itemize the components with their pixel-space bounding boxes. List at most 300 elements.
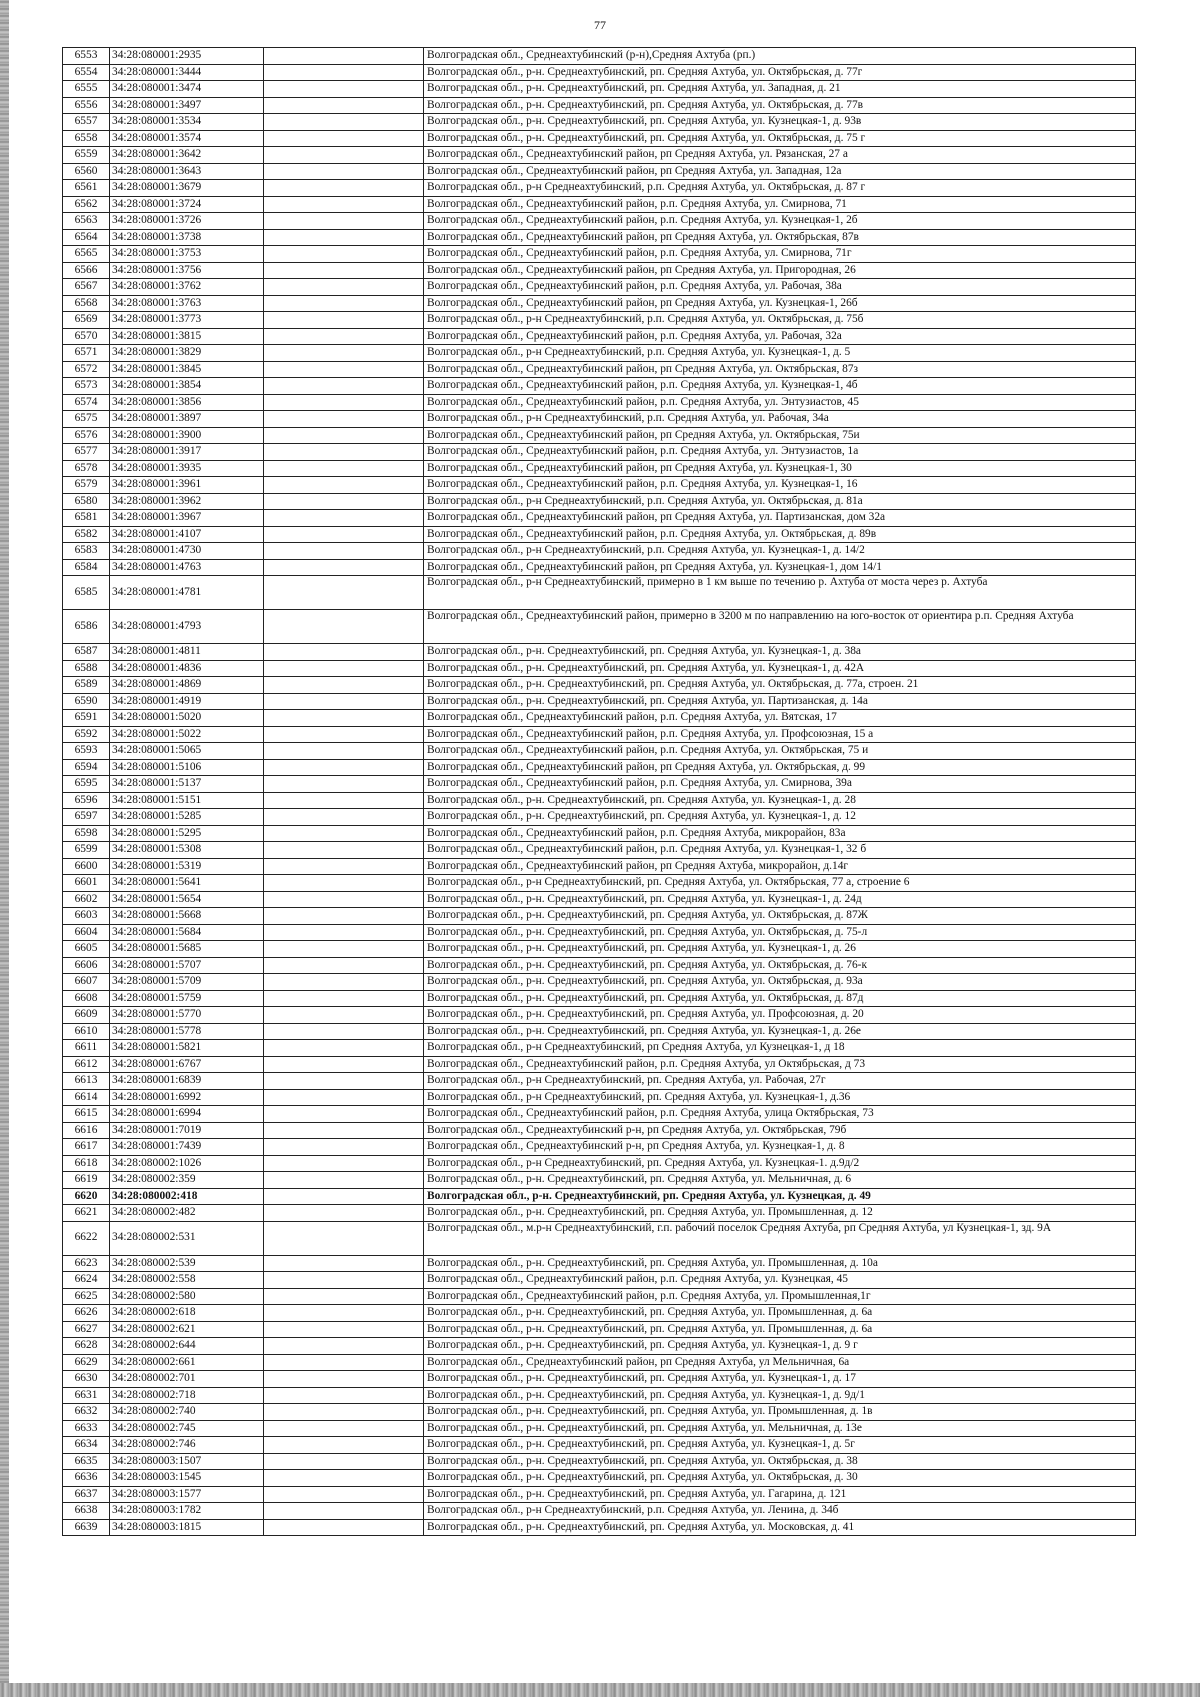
table-row <box>63 908 1136 925</box>
cadastral-number-cell: 34:28:080002:701 <box>110 1371 264 1388</box>
cadastral-number-cell: 34:28:080002:618 <box>110 1305 264 1322</box>
empty-cell <box>264 1486 424 1503</box>
cadastral-number-cell: 34:28:080001:3917 <box>110 444 264 461</box>
cadastral-number-cell: 34:28:080001:3679 <box>110 180 264 197</box>
cadastral-number-cell: 34:28:080001:3935 <box>110 460 264 477</box>
table-row <box>63 1155 1136 1172</box>
row-number-cell: 6590 <box>63 693 110 710</box>
empty-cell <box>264 361 424 378</box>
table-row <box>63 1023 1136 1040</box>
address-cell: Волгоградская обл., р-н. Среднеахтубинский, рп. Средняя Ахтуба, ул. Промышленная, д. 12 <box>424 1205 1136 1222</box>
empty-cell <box>264 48 424 65</box>
cadastral-number-cell: 34:28:080002:482 <box>110 1205 264 1222</box>
empty-cell <box>264 1305 424 1322</box>
empty-cell <box>264 213 424 230</box>
table-row <box>63 809 1136 826</box>
address-cell: Волгоградская обл., р-н. Среднеахтубинский, рп. Средняя Ахтуба, ул. Профсоюзная, д. 20 <box>424 1007 1136 1024</box>
address-cell: Волгоградская обл., Среднеахтубинский район, р.п. Средняя Ахтуба, ул. Смирнова, 71г <box>424 246 1136 263</box>
row-number-cell: 6626 <box>63 1305 110 1322</box>
address-cell: Волгоградская обл., р-н. Среднеахтубинский, рп. Средняя Ахтуба, ул. Промышленная, д. 1в <box>424 1404 1136 1421</box>
cadastral-number-cell: 34:28:080002:580 <box>110 1288 264 1305</box>
row-number-cell: 6619 <box>63 1172 110 1189</box>
cadastral-number-cell: 34:28:080001:5137 <box>110 776 264 793</box>
table-row <box>63 941 1136 958</box>
row-number-cell: 6630 <box>63 1371 110 1388</box>
empty-cell <box>264 1221 424 1255</box>
table-row <box>63 1305 1136 1322</box>
address-cell: Волгоградская обл., р-н. Среднеахтубинский, рп. Средняя Ахтуба, ул. Партизанская, д. 14а <box>424 693 1136 710</box>
empty-cell <box>264 1404 424 1421</box>
row-number-cell: 6602 <box>63 891 110 908</box>
empty-cell <box>264 196 424 213</box>
table-row <box>63 328 1136 345</box>
cadastral-number-cell: 34:28:080001:6994 <box>110 1106 264 1123</box>
cadastral-number-cell: 34:28:080001:3845 <box>110 361 264 378</box>
cadastral-number-cell: 34:28:080001:3763 <box>110 295 264 312</box>
empty-cell <box>264 842 424 859</box>
empty-cell <box>264 163 424 180</box>
row-number-cell: 6573 <box>63 378 110 395</box>
table-row <box>63 1437 1136 1454</box>
address-cell: Волгоградская обл., р-н. Среднеахтубинский, рп. Средняя Ахтуба, ул. Кузнецкая, д. 49 <box>424 1188 1136 1205</box>
address-cell: Волгоградская обл., р-н. Среднеахтубинский, рп. Средняя Ахтуба, ул. Промышленная, д. 6а <box>424 1305 1136 1322</box>
table-row <box>63 147 1136 164</box>
empty-cell <box>264 1106 424 1123</box>
row-number-cell: 6603 <box>63 908 110 925</box>
address-cell: Волгоградская обл., р-н. Среднеахтубинский, рп. Средняя Ахтуба, ул. Кузнецкая-1, д. 38а <box>424 644 1136 661</box>
empty-cell <box>264 1272 424 1289</box>
address-cell: Волгоградская обл., р-н. Среднеахтубинский, рп. Средняя Ахтуба, ул. Промышленная, д. 6а <box>424 1321 1136 1338</box>
row-number-cell: 6609 <box>63 1007 110 1024</box>
address-cell: Волгоградская обл., Среднеахтубинский район, рп Средняя Ахтуба, ул. Пригородная, 26 <box>424 262 1136 279</box>
cadastral-number-cell: 34:28:080001:5707 <box>110 957 264 974</box>
cadastral-number-cell: 34:28:080001:3724 <box>110 196 264 213</box>
cadastral-number-cell: 34:28:080001:3642 <box>110 147 264 164</box>
table-row <box>63 64 1136 81</box>
table-row <box>63 776 1136 793</box>
table-row <box>63 1255 1136 1272</box>
cadastral-number-cell: 34:28:080001:5709 <box>110 974 264 991</box>
row-number-cell: 6631 <box>63 1387 110 1404</box>
empty-cell <box>264 510 424 527</box>
empty-cell <box>264 759 424 776</box>
address-cell: Волгоградская обл., р-н Среднеахтубинский, рп. Средняя Ахтуба, ул. Октябрьская, 77 а, строение 6 <box>424 875 1136 892</box>
empty-cell <box>264 1122 424 1139</box>
row-number-cell: 6625 <box>63 1288 110 1305</box>
cadastral-number-cell: 34:28:080001:5821 <box>110 1040 264 1057</box>
address-cell: Волгоградская обл., Среднеахтубинский район, р.п. Средняя Ахтуба, ул. Кузнецкая-1, 32 б <box>424 842 1136 859</box>
row-number-cell: 6637 <box>63 1486 110 1503</box>
address-cell: Волгоградская обл., Среднеахтубинский район, р.п. Средняя Ахтуба, ул. Октябрьская, 75 и <box>424 743 1136 760</box>
table-row <box>63 693 1136 710</box>
cadastral-number-cell: 34:28:080003:1577 <box>110 1486 264 1503</box>
row-number-cell: 6638 <box>63 1503 110 1520</box>
empty-cell <box>264 891 424 908</box>
empty-cell <box>264 858 424 875</box>
cadastral-number-cell: 34:28:080001:5285 <box>110 809 264 826</box>
empty-cell <box>264 427 424 444</box>
cadastral-number-cell: 34:28:080001:2935 <box>110 48 264 65</box>
cadastral-number-cell: 34:28:080001:5151 <box>110 792 264 809</box>
address-cell: Волгоградская обл., р-н Среднеахтубинский, р.п. Средняя Ахтуба, ул. Октябрьская, д. 81а <box>424 493 1136 510</box>
row-number-cell: 6576 <box>63 427 110 444</box>
row-number-cell: 6562 <box>63 196 110 213</box>
cadastral-number-cell: 34:28:080002:558 <box>110 1272 264 1289</box>
table-row <box>63 1519 1136 1536</box>
empty-cell <box>264 825 424 842</box>
row-number-cell: 6628 <box>63 1338 110 1355</box>
empty-cell <box>264 990 424 1007</box>
empty-cell <box>264 1073 424 1090</box>
empty-cell <box>264 312 424 329</box>
address-cell: Волгоградская обл., р-н. Среднеахтубинский, рп. Средняя Ахтуба, ул. Кузнецкая-1, д. 12 <box>424 809 1136 826</box>
empty-cell <box>264 295 424 312</box>
cadastral-number-cell: 34:28:080001:4919 <box>110 693 264 710</box>
address-cell: Волгоградская обл., р-н. Среднеахтубинский, рп. Средняя Ахтуба, ул. Кузнецкая-1, д. 9 г <box>424 1338 1136 1355</box>
address-cell: Волгоградская обл., Среднеахтубинский район, р.п. Средняя Ахтуба, ул. Промышленная,1г <box>424 1288 1136 1305</box>
row-number-cell: 6554 <box>63 64 110 81</box>
address-cell: Волгоградская обл., р-н Среднеахтубинский, рп. Средняя Ахтуба, ул. Рабочая, 27г <box>424 1073 1136 1090</box>
empty-cell <box>264 1089 424 1106</box>
table-row <box>63 875 1136 892</box>
address-cell: Волгоградская обл., Среднеахтубинский район, рп Средняя Ахтуба, ул. Кузнецкая-1, дом 14/1 <box>424 559 1136 576</box>
cadastral-number-cell: 34:28:080001:5654 <box>110 891 264 908</box>
row-number-cell: 6568 <box>63 295 110 312</box>
cadastral-number-cell: 34:28:080002:644 <box>110 1338 264 1355</box>
address-cell: Волгоградская обл., р-н Среднеахтубинский, рп Средняя Ахтуба, ул Кузнецкая-1, д 18 <box>424 1040 1136 1057</box>
table-row <box>63 1089 1136 1106</box>
address-cell: Волгоградская обл., Среднеахтубинский район, р.п. Средняя Ахтуба, ул. Энтузиастов, 1а <box>424 444 1136 461</box>
address-cell: Волгоградская обл., Среднеахтубинский район, р.п. Средняя Ахтуба, микрорайон, 83а <box>424 825 1136 842</box>
empty-cell <box>264 1387 424 1404</box>
cadastral-number-cell: 34:28:080002:539 <box>110 1255 264 1272</box>
empty-cell <box>264 908 424 925</box>
empty-cell <box>264 444 424 461</box>
cadastral-number-cell: 34:28:080001:5668 <box>110 908 264 925</box>
row-number-cell: 6557 <box>63 114 110 131</box>
row-number-cell: 6577 <box>63 444 110 461</box>
empty-cell <box>264 677 424 694</box>
empty-cell <box>264 710 424 727</box>
table-row <box>63 312 1136 329</box>
address-cell: Волгоградская обл., р-н. Среднеахтубинский, рп. Средняя Ахтуба, ул. Октябрьская, д. 30 <box>424 1470 1136 1487</box>
address-cell: Волгоградская обл., р-н Среднеахтубинский, р.п. Средняя Ахтуба, ул. Октябрьская, д. 75б <box>424 312 1136 329</box>
empty-cell <box>264 493 424 510</box>
cadastral-number-cell: 34:28:080003:1507 <box>110 1453 264 1470</box>
address-cell: Волгоградская обл., р-н Среднеахтубинский, р.п. Средняя Ахтуба, ул. Ленина, д. 34б <box>424 1503 1136 1520</box>
address-cell: Волгоградская обл., Среднеахтубинский район, рп Средняя Ахтуба, ул. Кузнецкая-1, 30 <box>424 460 1136 477</box>
row-number-cell: 6560 <box>63 163 110 180</box>
row-number-cell: 6629 <box>63 1354 110 1371</box>
cadastral-number-cell: 34:28:080001:5684 <box>110 924 264 941</box>
address-cell: Волгоградская обл., Среднеахтубинский район, рп Средняя Ахтуба, ул. Октябрьская, 87в <box>424 229 1136 246</box>
row-number-cell: 6635 <box>63 1453 110 1470</box>
table-row <box>63 743 1136 760</box>
empty-cell <box>264 1338 424 1355</box>
cadastral-number-cell: 34:28:080001:4107 <box>110 526 264 543</box>
cadastral-number-cell: 34:28:080002:718 <box>110 1387 264 1404</box>
address-cell: Волгоградская обл., Среднеахтубинский район, р.п. Средняя Ахтуба, ул. Рабочая, 32а <box>424 328 1136 345</box>
empty-cell <box>264 526 424 543</box>
empty-cell <box>264 1255 424 1272</box>
empty-cell <box>264 378 424 395</box>
cadastral-number-cell: 34:28:080001:3773 <box>110 312 264 329</box>
table-row <box>63 957 1136 974</box>
table-row <box>63 858 1136 875</box>
table-row <box>63 493 1136 510</box>
row-number-cell: 6618 <box>63 1155 110 1172</box>
row-number-cell: 6615 <box>63 1106 110 1123</box>
cadastral-number-cell: 34:28:080001:6992 <box>110 1089 264 1106</box>
address-cell: Волгоградская обл., р-н. Среднеахтубинский, рп. Средняя Ахтуба, ул. Мельничная, д. 6 <box>424 1172 1136 1189</box>
address-cell: Волгоградская обл., Среднеахтубинский район, р.п. Средняя Ахтуба, ул. Кузнецкая, 45 <box>424 1272 1136 1289</box>
table-row <box>63 644 1136 661</box>
empty-cell <box>264 660 424 677</box>
cadastral-number-cell: 34:28:080001:6767 <box>110 1056 264 1073</box>
table-row <box>63 1221 1136 1255</box>
address-cell: Волгоградская обл., р-н. Среднеахтубинский, рп. Средняя Ахтуба, ул. Октябрьская, д. 87д <box>424 990 1136 1007</box>
row-number-cell: 6579 <box>63 477 110 494</box>
address-cell: Волгоградская обл., Среднеахтубинский район, р.п. Средняя Ахтуба, ул. Кузнецкая-1, 16 <box>424 477 1136 494</box>
cadastral-number-cell: 34:28:080001:3643 <box>110 163 264 180</box>
table-row <box>63 1188 1136 1205</box>
address-cell: Волгоградская обл., р-н Среднеахтубинский, примерно в 1 км выше по течению р. Ахтуба от моста через р. Ахтуба <box>424 576 1136 610</box>
cadastral-number-cell: 34:28:080001:3574 <box>110 130 264 147</box>
empty-cell <box>264 114 424 131</box>
cadastral-number-cell: 34:28:080003:1545 <box>110 1470 264 1487</box>
empty-cell <box>264 64 424 81</box>
address-cell: Волгоградская обл., р-н Среднеахтубинский, рп. Средняя Ахтуба, ул. Кузнецкая-1, д.36 <box>424 1089 1136 1106</box>
row-number-cell: 6567 <box>63 279 110 296</box>
address-cell: Волгоградская обл., Среднеахтубинский район, примерно в 3200 м по направлению на юго-восток от ориентира р.п. Средняя Ахтуба <box>424 610 1136 644</box>
row-number-cell: 6589 <box>63 677 110 694</box>
row-number-cell: 6585 <box>63 576 110 610</box>
table-row <box>63 510 1136 527</box>
empty-cell <box>264 1453 424 1470</box>
empty-cell <box>264 345 424 362</box>
table-row <box>63 180 1136 197</box>
table-row <box>63 345 1136 362</box>
cadastral-number-cell: 34:28:080001:3756 <box>110 262 264 279</box>
cadastral-number-cell: 34:28:080002:746 <box>110 1437 264 1454</box>
cadastral-number-cell: 34:28:080001:5778 <box>110 1023 264 1040</box>
row-number-cell: 6594 <box>63 759 110 776</box>
table-row <box>63 1470 1136 1487</box>
cadastral-number-cell: 34:28:080001:3497 <box>110 97 264 114</box>
empty-cell <box>264 246 424 263</box>
empty-cell <box>264 180 424 197</box>
address-cell: Волгоградская обл., р-н. Среднеахтубинский, рп. Средняя Ахтуба, ул. Кузнецкая-1, д. 5г <box>424 1437 1136 1454</box>
table-row <box>63 990 1136 1007</box>
table-row <box>63 394 1136 411</box>
row-number-cell: 6553 <box>63 48 110 65</box>
cadastral-number-cell: 34:28:080001:5295 <box>110 825 264 842</box>
table-row <box>63 842 1136 859</box>
address-cell: Волгоградская обл., р-н. Среднеахтубинский, рп. Средняя Ахтуба, ул. Промышленная, д. 10а <box>424 1255 1136 1272</box>
empty-cell <box>264 1321 424 1338</box>
empty-cell <box>264 130 424 147</box>
cadastral-number-cell: 34:28:080001:3856 <box>110 394 264 411</box>
empty-cell <box>264 1470 424 1487</box>
cadastral-number-cell: 34:28:080001:5759 <box>110 990 264 1007</box>
table-row <box>63 1073 1136 1090</box>
row-number-cell: 6586 <box>63 610 110 644</box>
empty-cell <box>264 1420 424 1437</box>
cadastral-number-cell: 34:28:080001:4869 <box>110 677 264 694</box>
row-number-cell: 6620 <box>63 1188 110 1205</box>
address-cell: Волгоградская обл., Среднеахтубинский район, р.п. Средняя Ахтуба, ул. Вятская, 17 <box>424 710 1136 727</box>
cadastral-number-cell: 34:28:080001:3962 <box>110 493 264 510</box>
table-row <box>63 114 1136 131</box>
empty-cell <box>264 1205 424 1222</box>
empty-cell <box>264 809 424 826</box>
address-cell: Волгоградская обл., м.р-н Среднеахтубинский, г.п. рабочий поселок Средняя Ахтуба, рп Средняя Ахтуба, ул Кузнецкая-1, зд. 9А <box>424 1221 1136 1255</box>
cadastral-number-cell: 34:28:080001:7019 <box>110 1122 264 1139</box>
scan-left-edge <box>0 0 9 1697</box>
empty-cell <box>264 394 424 411</box>
row-number-cell: 6621 <box>63 1205 110 1222</box>
empty-cell <box>264 411 424 428</box>
address-cell: Волгоградская обл., р-н. Среднеахтубинский, рп. Средняя Ахтуба, ул. Кузнецкая-1, д. 26е <box>424 1023 1136 1040</box>
address-cell: Волгоградская обл., р-н. Среднеахтубинский, рп. Средняя Ахтуба, ул. Гагарина, д. 121 <box>424 1486 1136 1503</box>
address-cell: Волгоградская обл., р-н. Среднеахтубинский, рп. Средняя Ахтуба, ул. Октябрьская, д. 75 г <box>424 130 1136 147</box>
empty-cell <box>264 1007 424 1024</box>
cadastral-number-cell: 34:28:080001:3900 <box>110 427 264 444</box>
row-number-cell: 6634 <box>63 1437 110 1454</box>
cadastral-number-cell: 34:28:080001:3444 <box>110 64 264 81</box>
row-number-cell: 6608 <box>63 990 110 1007</box>
table-row <box>63 1106 1136 1123</box>
cadastral-number-cell: 34:28:080002:745 <box>110 1420 264 1437</box>
row-number-cell: 6571 <box>63 345 110 362</box>
table-row <box>63 610 1136 644</box>
address-cell: Волгоградская обл., р-н. Среднеахтубинский, рп. Средняя Ахтуба, ул. Московская, д. 41 <box>424 1519 1136 1536</box>
empty-cell <box>264 1288 424 1305</box>
address-cell: Волгоградская обл., Среднеахтубинский район, р.п. Средняя Ахтуба, ул. Рабочая, 38а <box>424 279 1136 296</box>
row-number-cell: 6578 <box>63 460 110 477</box>
row-number-cell: 6556 <box>63 97 110 114</box>
row-number-cell: 6591 <box>63 710 110 727</box>
table-row <box>63 1007 1136 1024</box>
table-row <box>63 710 1136 727</box>
address-cell: Волгоградская обл., р-н. Среднеахтубинский, рп. Средняя Ахтуба, ул. Кузнецкая-1, д. 93в <box>424 114 1136 131</box>
table-row <box>63 477 1136 494</box>
table-row <box>63 576 1136 610</box>
row-number-cell: 6580 <box>63 493 110 510</box>
address-cell: Волгоградская обл., Среднеахтубинский район, рп Средняя Ахтуба, ул. Октябрьская, д. 99 <box>424 759 1136 776</box>
address-cell: Волгоградская обл., р-н. Среднеахтубинский, рп. Средняя Ахтуба, ул. Октябрьская, д. 38 <box>424 1453 1136 1470</box>
row-number-cell: 6587 <box>63 644 110 661</box>
table-row <box>63 559 1136 576</box>
address-cell: Волгоградская обл., р-н Среднеахтубинский, р.п. Средняя Ахтуба, ул. Октябрьская, д. 87 г <box>424 180 1136 197</box>
cadastral-number-cell: 34:28:080001:5319 <box>110 858 264 875</box>
table-row <box>63 792 1136 809</box>
empty-cell <box>264 1155 424 1172</box>
address-cell: Волгоградская обл., Среднеахтубинский район, рп Средняя Ахтуба, ул Мельничная, 6а <box>424 1354 1136 1371</box>
cadastral-number-cell: 34:28:080001:3967 <box>110 510 264 527</box>
row-number-cell: 6572 <box>63 361 110 378</box>
row-number-cell: 6574 <box>63 394 110 411</box>
empty-cell <box>264 693 424 710</box>
row-number-cell: 6601 <box>63 875 110 892</box>
row-number-cell: 6582 <box>63 526 110 543</box>
cadastral-number-cell: 34:28:080001:3961 <box>110 477 264 494</box>
address-cell: Волгоградская обл., р-н. Среднеахтубинский, рп. Средняя Ахтуба, ул. Кузнецкая-1, д. 42А <box>424 660 1136 677</box>
row-number-cell: 6561 <box>63 180 110 197</box>
table-row <box>63 543 1136 560</box>
address-cell: Волгоградская обл., Среднеахтубинский район, рп Средняя Ахтуба, ул. Октябрьская, 87з <box>424 361 1136 378</box>
cadastral-number-cell: 34:28:080002:1026 <box>110 1155 264 1172</box>
row-number-cell: 6627 <box>63 1321 110 1338</box>
cadastral-number-cell: 34:28:080001:3897 <box>110 411 264 428</box>
address-cell: Волгоградская обл., р-н. Среднеахтубинский, рп. Средняя Ахтуба, ул. Октябрьская, д. 93а <box>424 974 1136 991</box>
row-number-cell: 6639 <box>63 1519 110 1536</box>
cadastral-number-cell: 34:28:080002:359 <box>110 1172 264 1189</box>
row-number-cell: 6600 <box>63 858 110 875</box>
address-cell: Волгоградская обл., р-н Среднеахтубинский, р.п. Средняя Ахтуба, ул. Кузнецкая-1, д. 5 <box>424 345 1136 362</box>
row-number-cell: 6632 <box>63 1404 110 1421</box>
row-number-cell: 6570 <box>63 328 110 345</box>
address-cell: Волгоградская обл., Среднеахтубинский район, рп Средняя Ахтуба, ул. Партизанская, дом 32а <box>424 510 1136 527</box>
empty-cell <box>264 328 424 345</box>
empty-cell <box>264 1437 424 1454</box>
cadastral-number-cell: 34:28:080001:3534 <box>110 114 264 131</box>
table-row <box>63 1040 1136 1057</box>
address-cell: Волгоградская обл., Среднеахтубинский район, р.п. Средняя Ахтуба, ул. Кузнецкая-1, 4б <box>424 378 1136 395</box>
table-row <box>63 677 1136 694</box>
table-row <box>63 1321 1136 1338</box>
cadastral-number-cell: 34:28:080001:4836 <box>110 660 264 677</box>
empty-cell <box>264 875 424 892</box>
row-number-cell: 6623 <box>63 1255 110 1272</box>
table-row <box>63 97 1136 114</box>
row-number-cell: 6636 <box>63 1470 110 1487</box>
address-cell: Волгоградская обл., р-н. Среднеахтубинский, рп. Средняя Ахтуба, ул. Кузнецкая-1, д. 24д <box>424 891 1136 908</box>
empty-cell <box>264 776 424 793</box>
address-cell: Волгоградская обл., р-н. Среднеахтубинский, рп. Средняя Ахтуба, ул. Октябрьская, д. 75-л <box>424 924 1136 941</box>
table-row <box>63 1404 1136 1421</box>
cadastral-number-cell: 34:28:080001:3753 <box>110 246 264 263</box>
row-number-cell: 6624 <box>63 1272 110 1289</box>
row-number-cell: 6566 <box>63 262 110 279</box>
cadastral-number-cell: 34:28:080001:3474 <box>110 81 264 98</box>
address-cell: Волгоградская обл., Среднеахтубинский р-н, рп Средняя Ахтуба, ул. Октябрьская, 79б <box>424 1122 1136 1139</box>
cadastral-number-cell: 34:28:080001:5022 <box>110 726 264 743</box>
row-number-cell: 6611 <box>63 1040 110 1057</box>
table-row <box>63 361 1136 378</box>
table-row <box>63 262 1136 279</box>
row-number-cell: 6569 <box>63 312 110 329</box>
table-row <box>63 974 1136 991</box>
address-cell: Волгоградская обл., р-н. Среднеахтубинский, рп. Средняя Ахтуба, ул. Октябрьская, д. 77в <box>424 97 1136 114</box>
address-cell: Волгоградская обл., Среднеахтубинский район, р.п. Средняя Ахтуба, ул. Кузнецкая-1, 2б <box>424 213 1136 230</box>
table-row <box>63 411 1136 428</box>
empty-cell <box>264 1519 424 1536</box>
table-row <box>63 295 1136 312</box>
table-body <box>63 48 1136 1536</box>
table-row <box>63 378 1136 395</box>
row-number-cell: 6610 <box>63 1023 110 1040</box>
row-number-cell: 6633 <box>63 1420 110 1437</box>
empty-cell <box>264 974 424 991</box>
row-number-cell: 6616 <box>63 1122 110 1139</box>
cadastral-number-cell: 34:28:080001:3829 <box>110 345 264 362</box>
cadastral-number-cell: 34:28:080001:5770 <box>110 1007 264 1024</box>
table-row <box>63 1139 1136 1156</box>
empty-cell <box>264 460 424 477</box>
address-cell: Волгоградская обл., р-н Среднеахтубинский, р.п. Средняя Ахтуба, ул. Рабочая, 34а <box>424 411 1136 428</box>
cadastral-number-cell: 34:28:080001:5308 <box>110 842 264 859</box>
